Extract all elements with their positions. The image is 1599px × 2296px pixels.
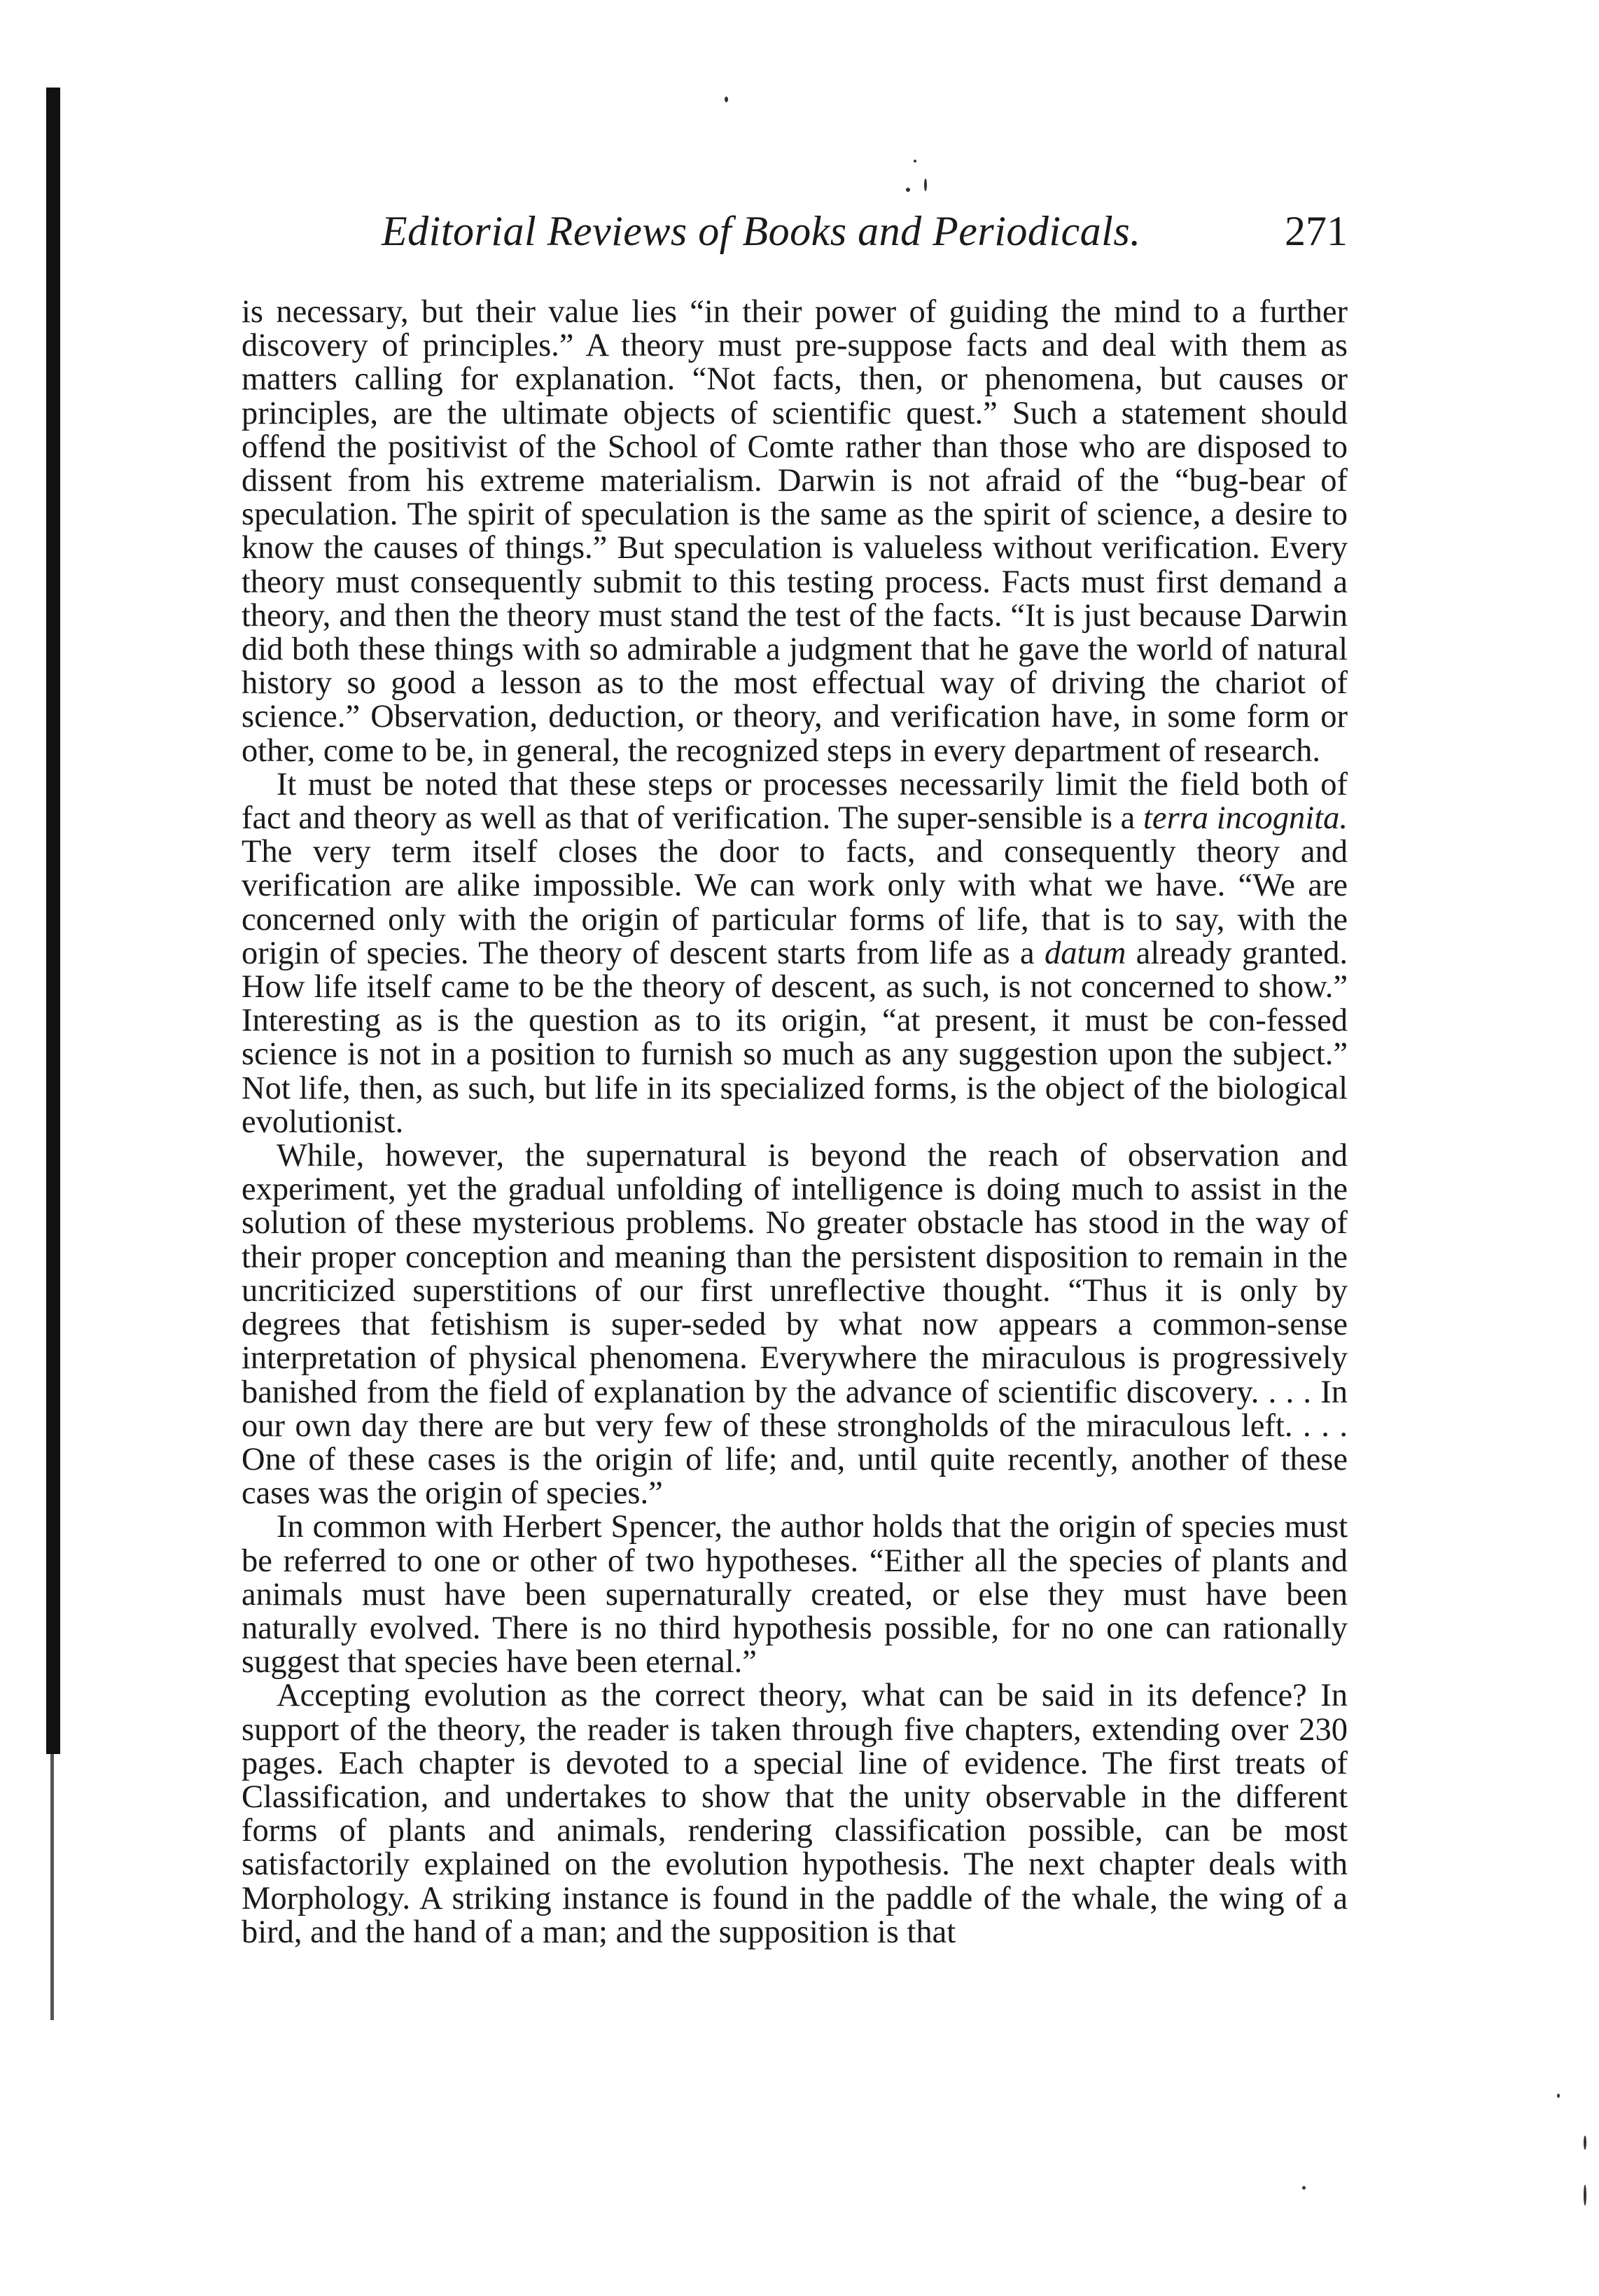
scan-speck <box>1584 2185 1586 2206</box>
page-number: 271 <box>1285 208 1348 254</box>
page-header <box>242 207 1348 263</box>
paragraph-5 <box>242 1679 1348 1949</box>
scan-speck <box>1557 2094 1560 2098</box>
article-body <box>242 295 1348 1949</box>
paragraph-text: already granted. How life itself came to be the theory of descent, as such, is not concerned to show.” Interesting as is the question as to its origin, “at present, it must be con-fessed science is not in a position to furnish so much as any suggestion upon the subject.” Not life, then, as such, but life in its specialized forms, is the object of the biological evolutionist. <box>242 935 1348 1140</box>
paragraph-3 <box>242 1139 1348 1510</box>
scan-binding-edge-lower <box>50 1754 54 2020</box>
italic-term: terra incognita. <box>1143 800 1348 837</box>
paragraph-text: While, however, the supernatural is beyond the reach of observation and experiment, yet the gradual unfolding of intelligence is doing much to assist in the solution of these mysterious problems. No greater obstacle has stood in the way of their proper conception and meaning than the persistent disposition to remain in the uncriticized superstitions of our first unreflective thought. “Thus it is only by degrees that fetishism is super-seded by what now appears a common-sense interpretation of physical phenomena. Everywhere the miraculous is progressively banished from the field of explanation by the advance of scientific discovery. . . . In our own day there are but very few of these strongholds of the miraculous left. . . . One of these cases is the origin of life; and, until quite recently, another of these cases was the origin of species.” <box>242 1138 1348 1512</box>
scan-speck <box>1584 2136 1586 2150</box>
paragraph-text: Accepting evolution as the correct theory, what can be said in its defence? In support of the theory, the reader is taken through five chapters, extending over 230 pages. Each chapter is devoted to a special line of evidence. The first treats of Classification, and undertakes to show that the unity observable in the different forms of plants and animals, rendering classification possible, can be most satisfactorily explained on the evolution hypothesis. The next chapter deals with Morphology. A striking instance is found in the paddle of the whale, the wing of a bird, and the hand of a man; and the supposition is that <box>242 1678 1348 1950</box>
scan-speck <box>914 160 916 162</box>
scan-binding-edge <box>46 88 60 1754</box>
paragraph-text: In common with Herbert Spencer, the author holds that the origin of species must be referred to one or other of two hypotheses. “Either all the species of plants and animals must have been supernaturally created, or else they must have been naturally evolved. There is no third hypothesis possible, for no one can rationally suggest that species have been eternal.” <box>242 1509 1348 1681</box>
paragraph-4 <box>242 1510 1348 1679</box>
running-title: Editorial Reviews of Books and Periodicals. <box>382 208 1141 254</box>
scan-speck <box>906 188 910 192</box>
paragraph-1 <box>242 295 1348 768</box>
scan-speck <box>1302 2186 1306 2190</box>
paragraph-text: It must be noted that these steps or processes necessarily limit the field both of fact and theory as well as that of verification. The super-sensible is a <box>242 766 1348 837</box>
scan-speck <box>924 179 927 191</box>
scan-speck <box>725 97 728 102</box>
paragraph-text: The very term itself closes the door to facts, and consequently theory and verification are alike impossible. We can work only with what we have. “We are concerned only with the origin of particular forms of life, that is to say, with the origin of species. The theory of descent starts from life as a <box>242 834 1348 971</box>
paragraph-text: is necessary, but their value lies “in their power of guiding the mind to a further discovery of principles.” A theory must pre-suppose facts and deal with them as matters calling for explanation. “Not facts, then, or phenomena, but causes or principles, are the ultimate objects of scientific quest.” Such a statement should offend the positivist of the School of Comte rather than those who are disposed to dissent from his extreme materialism. Darwin is not afraid of the “bug-bear of speculation. The spirit of speculation is the same as the spirit of science, a desire to know the causes of things.” But speculation is valueless without verification. Every theory must consequently submit to this testing process. Facts must first demand a theory, and then the theory must stand the test of the facts. “It is just because Darwin did both these things with so admirable a judgment that he gave the world of natural history so good a lesson as to the most effectual way of driving the chariot of science.” Observation, deduction, or theory, and verification have, in some form or other, come to be, in general, the recognized steps in every department of research. <box>242 294 1348 769</box>
paragraph-2 <box>242 768 1348 1139</box>
italic-term: datum <box>1045 935 1126 971</box>
